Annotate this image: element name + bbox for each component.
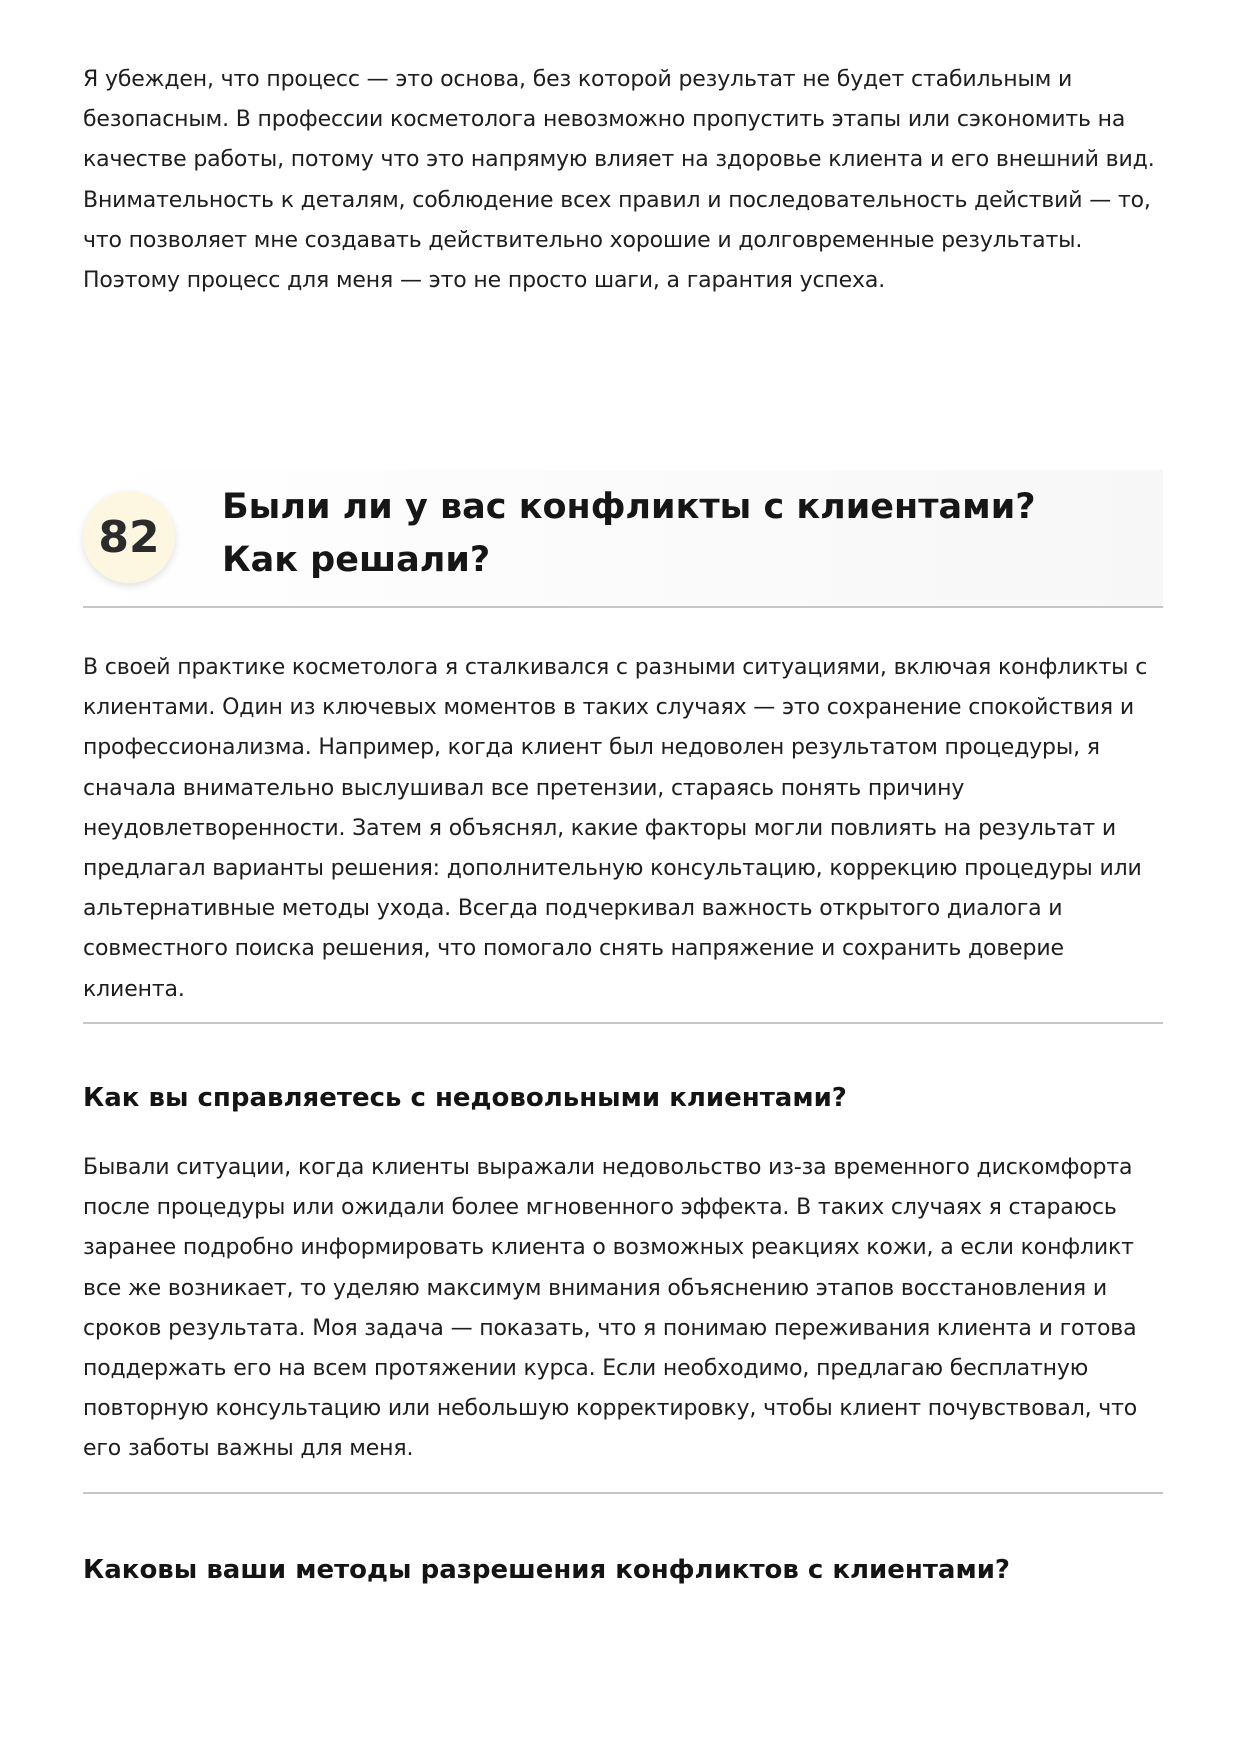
question-answer: В своей практике косметолога я сталкивался с разными ситуациями, включая конфликты с клиентами. Один из ключевых моментов в таких случаях — это сохранение спокойствия и профессионализма. Например, когда клиент был недоволен результатом процедуры, я сначала внимательно выслушивал все претензии, стараясь понять причину неудовлетворенности. Затем я объяснял, какие факторы могли повлиять на результат и предлагал варианты решения: дополнительную консультацию, коррекцию процедуры или альтернативные методы ухода. Всегда подчеркивал важность открытого диалога и совместного поиска решения, что помогало снять напряжение и сохранить доверие клиента. bbox=[83, 655, 1148, 1002]
followup-heading: Каковы ваши методы разрешения конфликтов с клиентами? bbox=[83, 1555, 1011, 1585]
divider bbox=[83, 1492, 1163, 1494]
question-header bbox=[83, 470, 1163, 608]
question-number-badge: 82 bbox=[83, 491, 175, 583]
followup-answer: Бывали ситуации, когда клиенты выражали недовольство из-за временного дискомфорта после процедуры или ожидали более мгновенного эффекта. В таких случаях я стараюсь заранее подробно информировать клиента о возможных реакциях кожи, а если конфликт все же возникает, то уделяю максимум внимания объяснению этапов восстановления и сроков результата. Моя задача — показать, что я понимаю переживания клиента и готова поддержать его на всем протяжении курса. Если необходимо, предлагаю бесплатную повторную консультацию или небольшую корректировку, чтобы клиент почувствовал, что его заботы важны для меня. bbox=[83, 1155, 1138, 1462]
question-title: Были ли у вас конфликты с клиентами? Как решали? bbox=[222, 487, 1036, 580]
followup-heading: Как вы справляетесь с недовольными клиентами? bbox=[83, 1083, 847, 1113]
divider bbox=[83, 1022, 1163, 1024]
intro-paragraph: Я убежден, что процесс — это основа, без которой результат не будет стабильным и безопасным. В профессии косметолога невозможно пропустить этапы или сэкономить на качестве работы, потому что это напрямую влияет на здоровье клиента и его внешний вид. Внимательность к деталям, соблюдение всех правил и последовательность действий — то, что позволяет мне создавать действительно хорошие и долговременные результаты. Поэтому процесс для меня — это не просто шаги, а гарантия успеха. bbox=[83, 67, 1155, 294]
